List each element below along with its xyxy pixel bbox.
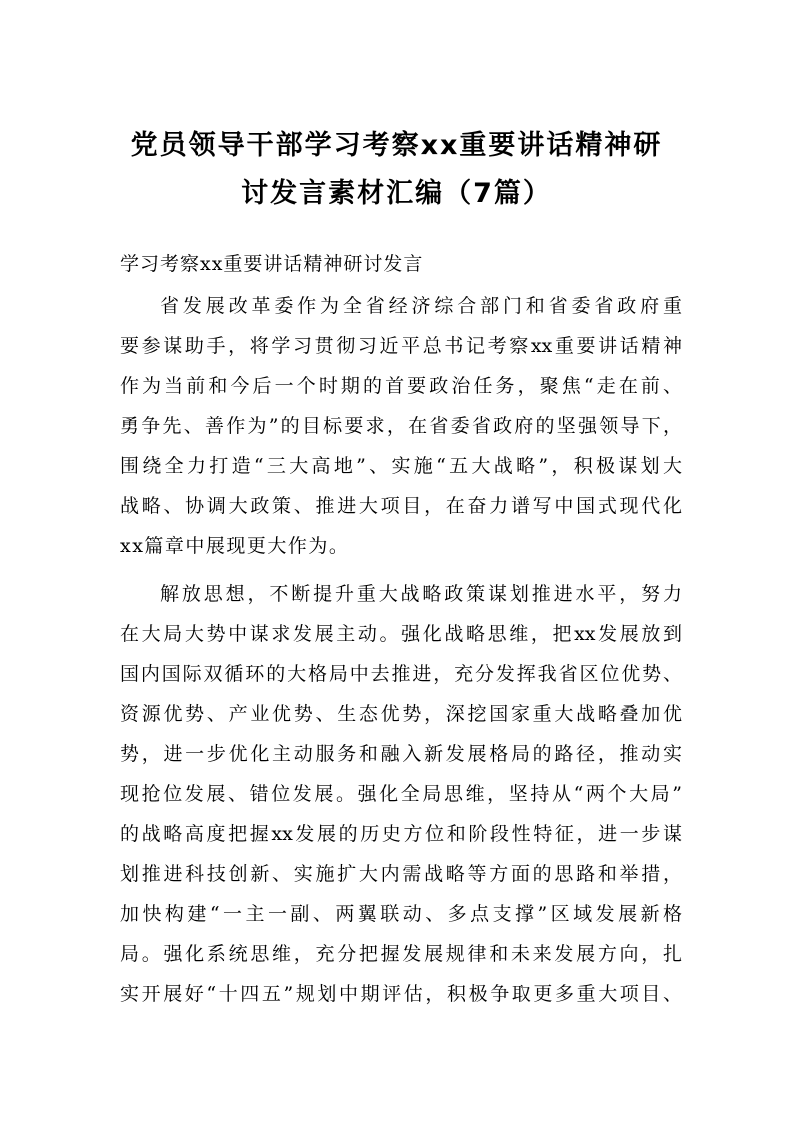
paragraph-2-line-4: 资源优势、产业优势、生态优势，深挖国家重大战略叠加优: [120, 703, 682, 725]
document-title-line-2: 讨发言素材汇编（7篇）: [241, 178, 552, 209]
section-subtitle: 学习考察xx重要讲话精神研讨发言: [120, 253, 424, 275]
paragraph-2-line-8: 划推进科技创新、实施扩大内需战略等方面的思路和举措，: [120, 863, 682, 885]
paragraph-1-line-2: 要参谋助手，将学习贯彻习近平总书记考察xx重要讲话精神: [120, 335, 682, 357]
paragraph-1-line-6: 战略、协调大政策、推进大项目，在奋力谱写中国式现代化: [120, 495, 682, 517]
paragraph-2-line-3: 国内国际双循环的大格局中去推进，充分发挥我省区位优势、: [120, 663, 682, 685]
paragraph-1-line-4: 勇争先、善作为”的目标要求，在省委省政府的坚强领导下，: [120, 415, 682, 437]
paragraph-2-line-11: 实开展好“十四五”规划中期评估，积极争取更多重大项目、: [120, 983, 682, 1005]
paragraph-1-line-5: 围绕全力打造“三大高地”、实施“五大战略”，积极谋划大: [120, 455, 682, 477]
paragraph-1-line-3: 作为当前和今后一个时期的首要政治任务，聚焦“走在前、: [120, 375, 682, 397]
paragraph-2-line-5: 势，进一步优化主动服务和融入新发展格局的路径，推动实: [120, 743, 682, 765]
paragraph-1-line-1: 省发展改革委作为全省经济综合部门和省委省政府重: [160, 295, 682, 317]
paragraph-2-line-2: 在大局大势中谋求发展主动。强化战略思维，把xx发展放到: [120, 623, 682, 645]
paragraph-2-line-1: 解放思想，不断提升重大战略政策谋划推进水平，努力: [160, 583, 682, 605]
paragraph-2-line-6: 现抢位发展、错位发展。强化全局思维，坚持从“两个大局”: [120, 783, 682, 805]
document-title-line-1: 党员领导干部学习考察xx重要讲话精神研: [130, 130, 663, 161]
paragraph-2-line-9: 加快构建“一主一副、两翼联动、多点支撑”区域发展新格: [120, 903, 682, 925]
paragraph-2-line-7: 的战略高度把握xx发展的历史方位和阶段性特征，进一步谋: [120, 823, 682, 845]
paragraph-2-line-10: 局。强化系统思维，充分把握发展规律和未来发展方向，扎: [120, 943, 682, 965]
paragraph-1-line-7: xx篇章中展现更大作为。: [120, 535, 350, 557]
